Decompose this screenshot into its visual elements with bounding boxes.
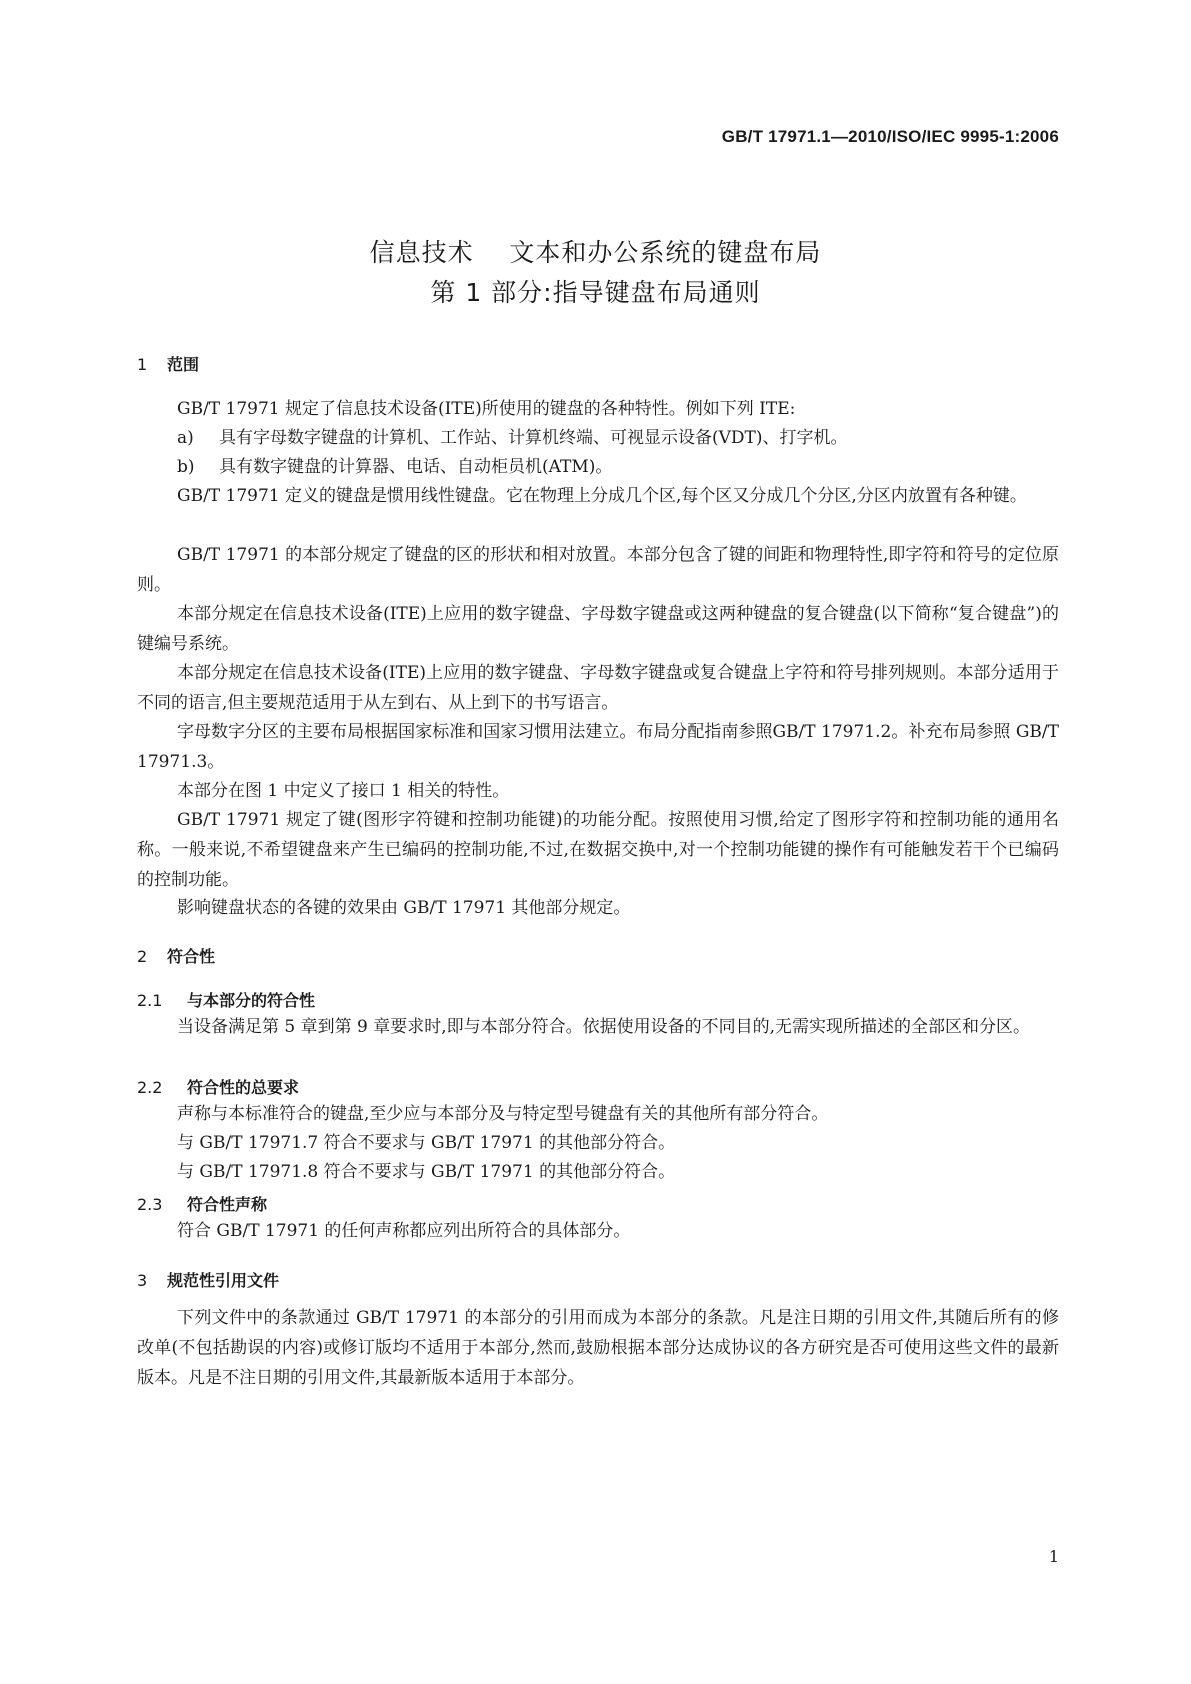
page-number: 1 bbox=[1048, 1547, 1059, 1566]
document-title-line1: 信息技术 文本和办公系统的键盘布局 bbox=[369, 238, 822, 267]
paragraph: 影响键盘状态的各键的效果由 GB/T 17971 其他部分规定。 bbox=[177, 898, 631, 918]
list-item bbox=[177, 452, 1059, 482]
section-number: 2 bbox=[137, 947, 148, 966]
paragraph: 本部分规定在信息技术设备(ITE)上应用的数字键盘、字母数字键盘或复合键盘上字符和符号排列规则。本部分适用于不同的语言,但主要规范适用于从左到右、从上到下的书写语言。 bbox=[137, 663, 1059, 713]
list-item bbox=[177, 423, 1059, 453]
section-1-heading bbox=[137, 352, 199, 375]
list-item-label: b) bbox=[177, 457, 195, 477]
subsection-2-1-heading bbox=[137, 988, 315, 1011]
subsection-title: 符合性的总要求 bbox=[187, 1078, 300, 1097]
subsection-2-3-heading bbox=[137, 1192, 267, 1215]
paragraph: 与 GB/T 17971.8 符合不要求与 GB/T 17971 的其他部分符合。 bbox=[177, 1162, 676, 1182]
paragraph: GB/T 17971 的本部分规定了键盘的区的形状和相对放置。本部分包含了键的间距和物理特性,即字符和符号的定位原则。 bbox=[137, 545, 1059, 595]
list-item-label: a) bbox=[177, 428, 194, 448]
paragraph: 字母数字分区的主要布局根据国家标准和国家习惯用法建立。布局分配指南参照GB/T 17971.2。补充布局参照 GB/T 17971.3。 bbox=[137, 722, 1059, 772]
paragraph: 本部分在图 1 中定义了接口 1 相关的特性。 bbox=[177, 781, 510, 801]
paragraph: GB/T 17971 规定了键(图形字符键和控制功能键)的功能分配。按照使用习惯,给定了图形字符和控制功能的通用名称。一般来说,不希望键盘来产生已编码的控制功能,不过,在数据交换中,对一个控制功能键的操作有可能触发若干个已编码的控制功能。 bbox=[137, 810, 1059, 890]
document-title-line2: 第 1 部分:指导键盘布局通则 bbox=[430, 278, 761, 307]
paragraph: GB/T 17971 规定了信息技术设备(ITE)所使用的键盘的各种特性。例如下列 ITE: bbox=[177, 399, 796, 419]
subsection-title: 符合性声称 bbox=[187, 1195, 268, 1214]
paragraph: 下列文件中的条款通过 GB/T 17971 的本部分的引用而成为本部分的条款。凡是注日期的引用文件,其随后所有的修改单(不包括勘误的内容)或修订版均不适用于本部分,然而,鼓励根据本部分达成协议的各方研究是否可使用这些文件的最新版本。凡是不注日期的引用文件,其最新版本适用于本部分。 bbox=[137, 1308, 1059, 1388]
paragraph: 当设备满足第 5 章到第 9 章要求时,即与本部分符合。依据使用设备的不同目的,无需实现所描述的全部区和分区。 bbox=[177, 1017, 1031, 1037]
list-item-text: 具有数字键盘的计算器、电话、自动柜员机(ATM)。 bbox=[219, 457, 613, 477]
section-2-heading bbox=[137, 944, 215, 967]
subsection-number: 2.2 bbox=[137, 1078, 163, 1097]
section-number: 1 bbox=[137, 355, 148, 374]
paragraph: 声称与本标准符合的键盘,至少应与本部分及与特定型号键盘有关的其他所有部分符合。 bbox=[177, 1104, 829, 1124]
subsection-2-2-heading bbox=[137, 1075, 299, 1098]
list-item-text: 具有字母数字键盘的计算机、工作站、计算机终端、可视显示设备(VDT)、打字机。 bbox=[219, 428, 848, 448]
paragraph: 本部分规定在信息技术设备(ITE)上应用的数字键盘、字母数字键盘或这两种键盘的复合键盘(以下简称“复合键盘”)的键编号系统。 bbox=[137, 604, 1059, 654]
paragraph: 符合 GB/T 17971 的任何声称都应列出所符合的具体部分。 bbox=[177, 1221, 631, 1241]
subsection-title: 与本部分的符合性 bbox=[187, 991, 316, 1010]
section-title: 规范性引用文件 bbox=[167, 1271, 280, 1290]
section-number: 3 bbox=[137, 1271, 148, 1290]
standard-code: GB/T 17971.1—2010/ISO/IEC 9995-1:2006 bbox=[721, 127, 1059, 146]
paragraph: 与 GB/T 17971.7 符合不要求与 GB/T 17971 的其他部分符合。 bbox=[177, 1133, 676, 1153]
subsection-number: 2.1 bbox=[137, 991, 163, 1010]
section-title: 符合性 bbox=[167, 947, 216, 966]
section-title: 范围 bbox=[167, 355, 200, 374]
paragraph: GB/T 17971 定义的键盘是惯用线性键盘。它在物理上分成几个区,每个区又分成几个分区,分区内放置有各种键。 bbox=[177, 486, 1027, 506]
section-3-heading bbox=[137, 1268, 279, 1291]
subsection-number: 2.3 bbox=[137, 1195, 163, 1214]
